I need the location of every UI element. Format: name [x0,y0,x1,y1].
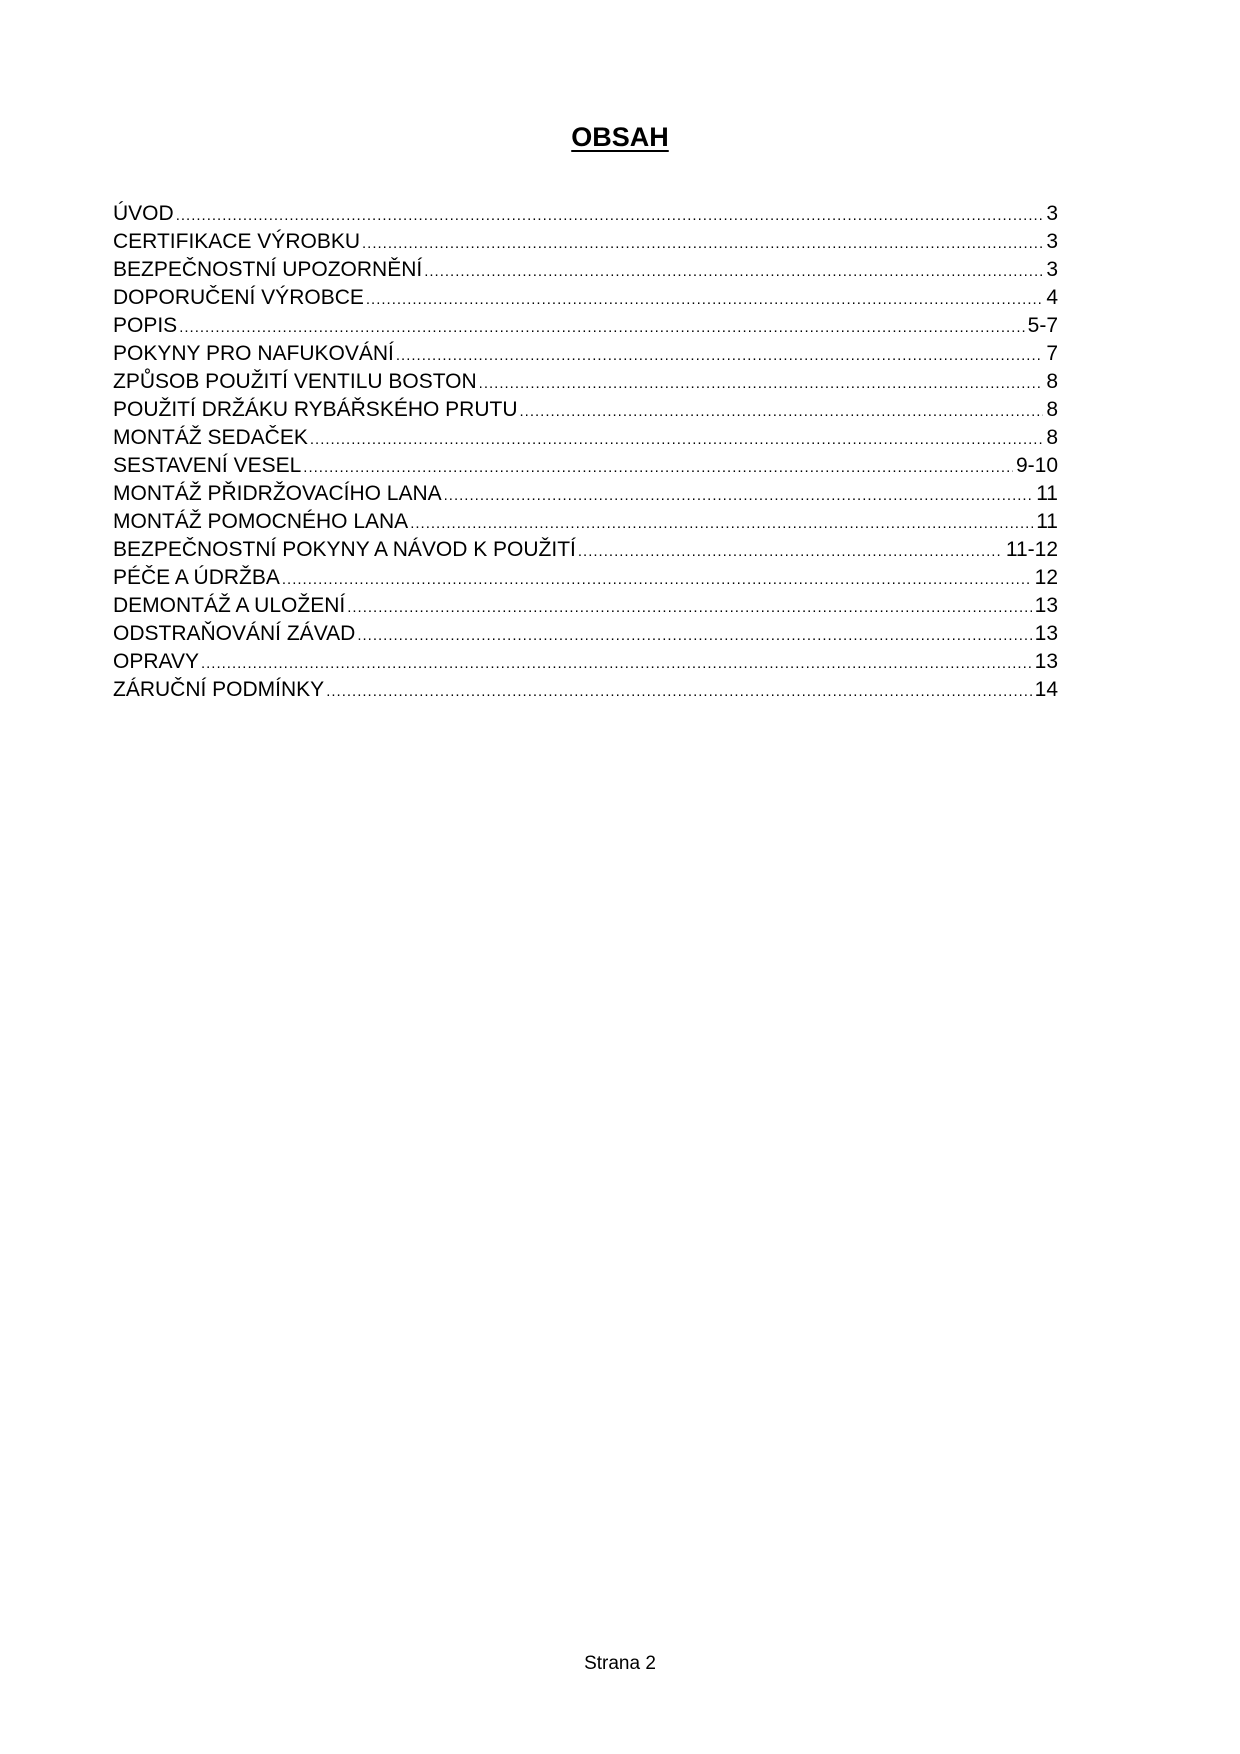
toc-entry-label: SESTAVENÍ VESEL [113,454,302,477]
toc-entry-label: MONTÁŽ POMOCNÉHO LANA [113,510,409,533]
toc-entry-page: 7 [1046,342,1058,365]
toc-leader-dots [176,202,1044,230]
toc-entry-label: DEMONTÁŽ A ULOŽENÍ [113,594,346,617]
toc-entry-page: 9-10 [1015,454,1058,477]
toc-entry-label: MONTÁŽ SEDAČEK [113,426,308,449]
toc-entry-page: 11 [1036,482,1058,505]
toc-entry[interactable] [113,452,1058,480]
toc-entry-label: PÉČE A ÚDRŽBA [113,566,280,589]
toc-leader-dots [520,398,1044,426]
toc-entry[interactable] [113,676,1058,704]
toc-entry[interactable] [113,312,1058,340]
toc-entry[interactable] [113,228,1058,256]
toc-entry-label: OPRAVY [113,650,199,673]
toc-leader-dots [347,594,1031,622]
toc-entry[interactable] [113,508,1058,536]
toc-entry[interactable] [113,368,1058,396]
toc-entry-label: BEZPEČNOSTNÍ UPOZORNĚNÍ [113,258,423,281]
toc-entry-page: 5-7 [1027,314,1058,337]
toc-leader-dots [479,370,1044,398]
toc-entry-label: MONTÁŽ PŘIDRŽOVACÍHO LANA [113,482,442,505]
toc-leader-dots [201,650,1032,678]
toc-entry-label: DOPORUČENÍ VÝROBCE [113,286,364,309]
toc-entry[interactable] [113,340,1058,368]
toc-entry[interactable] [113,648,1058,676]
toc-entry-page: 13 [1034,594,1058,617]
toc-entry-page: 13 [1034,622,1058,645]
toc-entry-label: POKYNY PRO NAFUKOVÁNÍ [113,342,394,365]
toc-entry-page: 11-12 [1005,538,1058,561]
toc-entry-page: 11 [1036,510,1058,533]
toc-entry[interactable] [113,256,1058,284]
toc-entry-page: 4 [1046,286,1058,309]
toc-entry-page: 8 [1046,426,1058,449]
toc-leader-dots [179,314,1024,342]
toc-entry-page: 3 [1046,258,1058,281]
toc-entry-label: POPIS [113,314,178,337]
toc-entry-label: ÚVOD [113,202,174,225]
page-number-footer: Strana 2 [584,1653,656,1674]
table-of-contents [113,200,1058,704]
toc-leader-dots [303,454,1013,482]
toc-entry-page: 3 [1046,202,1058,225]
toc-entry[interactable] [113,284,1058,312]
toc-entry-page: 3 [1046,230,1058,253]
toc-entry-label: BEZPEČNOSTNÍ POKYNY A NÁVOD K POUŽITÍ [113,538,576,561]
toc-entry-page: 13 [1034,650,1058,673]
toc-leader-dots [362,230,1043,258]
toc-leader-dots [357,622,1031,650]
toc-entry[interactable] [113,592,1058,620]
toc-entry[interactable] [113,200,1058,228]
toc-entry-label: ZÁRUČNÍ PODMÍNKY [113,678,325,701]
toc-entry-label: ODSTRAŇOVÁNÍ ZÁVAD [113,622,356,645]
toc-entry[interactable] [113,620,1058,648]
toc-leader-dots [396,342,1043,370]
toc-leader-dots [366,286,1043,314]
toc-leader-dots [310,426,1043,454]
toc-leader-dots [326,678,1031,706]
toc-leader-dots [410,510,1033,538]
toc-leader-dots [424,258,1043,286]
toc-entry[interactable] [113,536,1058,564]
toc-entry-page: 8 [1046,398,1058,421]
toc-leader-dots [282,566,1032,594]
toc-entry-page: 14 [1034,678,1058,701]
toc-leader-dots [578,538,1003,566]
toc-entry-page: 12 [1034,566,1058,589]
toc-entry-page: 8 [1046,370,1058,393]
toc-entry-label: CERTIFIKACE VÝROBKU [113,230,360,253]
toc-entry-label: ZPŮSOB POUŽITÍ VENTILU BOSTON [113,370,477,393]
page-title: OBSAH [571,122,669,153]
toc-entry[interactable] [113,424,1058,452]
toc-entry-label: POUŽITÍ DRŽÁKU RYBÁŘSKÉHO PRUTU [113,398,518,421]
toc-leader-dots [444,482,1034,510]
toc-entry[interactable] [113,480,1058,508]
toc-entry[interactable] [113,564,1058,592]
toc-entry[interactable] [113,396,1058,424]
